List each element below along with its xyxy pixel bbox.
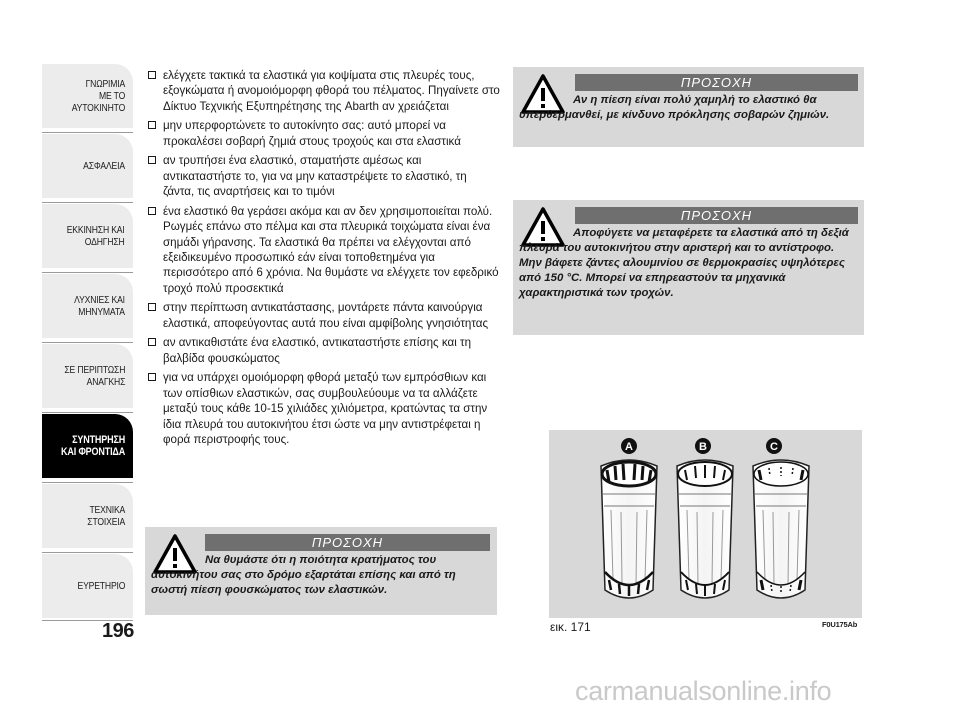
- list-item: [148, 370, 500, 447]
- warning-box-pressure-handling: [145, 527, 497, 615]
- tab-divider: [42, 412, 133, 413]
- tyre-advice-list: [148, 68, 500, 451]
- tyre-wear-figure: [549, 430, 862, 618]
- warning-heading: ΠΡΟΣΟΧΗ: [575, 207, 858, 224]
- list-item-text: για να υπάρχει ομοιόμορφη φθορά μεταξύ των εμπρόσθιων και των οπίσθιων ελαστικών, σας συμβουλεύουμε να τα αλλάζετε μεταξύ τους κάθε 10-15 χιλιάδες χιλιόμετρα, κρατώντας τα στην ίδια πλευρά του αυτοκινήτου έτσι ώστε να μην αντιστρέφεται η φορά περιστροφής τους.: [163, 371, 488, 446]
- list-item-text: αν αντικαθιστάτε ένα ελαστικό, αντικαταστήστε επίσης και τη βαλβίδα φουσκώματος: [163, 336, 472, 365]
- tab-technical-data[interactable]: [42, 484, 133, 548]
- tab-maintenance-and-care[interactable]: [42, 414, 133, 478]
- figure-caption: εικ. 171: [550, 620, 591, 634]
- tab-warning-lights[interactable]: [42, 274, 133, 338]
- checkbox-bullet-icon: [148, 121, 156, 129]
- tab-emergency[interactable]: [42, 344, 133, 408]
- list-item: [148, 204, 500, 297]
- watermark: carmanualsonline.info: [575, 676, 832, 706]
- tyre-wear-illustration: [549, 430, 862, 618]
- tab-safety[interactable]: [42, 134, 133, 198]
- list-item: [148, 68, 500, 114]
- figure-code: F0U175Ab: [822, 620, 858, 629]
- list-item: [148, 300, 500, 331]
- tab-divider: [42, 132, 133, 133]
- warning-box-tyre-swap: [513, 200, 864, 335]
- list-item: [148, 153, 500, 199]
- tab-getting-to-know-car[interactable]: [42, 64, 133, 128]
- label-c-badge: [766, 438, 782, 454]
- tyre-a: [601, 460, 657, 598]
- label-a-badge: [621, 438, 637, 454]
- checkbox-bullet-icon: [148, 303, 156, 311]
- checkbox-bullet-icon: [148, 338, 156, 346]
- warning-text: Να θυμάστε ότι η ποιότητα κρατήματος του αυτοκινήτου σας στο δρόμο εξαρτάται επίσης και από τη σωστή πίεση φουσκώματος των ελαστικών.: [151, 554, 456, 596]
- warning-heading: ΠΡΟΣΟΧΗ: [205, 534, 490, 551]
- tab-label: ΑΣΦΑΛΕΙΑ: [83, 160, 125, 172]
- list-item-text: στην περίπτωση αντικατάστασης, μοντάρετε πάντα καινούργια ελαστικά, αποφεύγοντας αυτά που είναι αμφίβολης γνησιότητας: [163, 301, 489, 330]
- tab-label: ΕΚΚΙΝΗΣΗ ΚΑΙ ΟΔΗΓΗΣΗ: [67, 224, 125, 248]
- tab-label: ΣΥΝΤΗΡΗΣΗ ΚΑΙ ΦΡΟΝΤΙΔΑ: [60, 434, 125, 458]
- list-item-text: αν τρυπήσει ένα ελαστικό, σταματήστε αμέσως και αντικαταστήστε το, για να μην καταστρέψετε το ελαστικό, τη ζάντα, τις αναρτήσεις και το τιμόνι: [163, 154, 467, 199]
- list-item-text: ελέγχετε τακτικά τα ελαστικά για κοψίματα στις πλευρές τους, εξογκώματα ή ανομοιόμορφη φθορά του πέλματος. Πηγαίνετε στο Δίκτυο Τεχνικής Εξυπηρέτησης της Abarth αν χρειάζεται: [163, 69, 500, 113]
- warning-text: Αν η πίεση είναι πολύ χαμηλή το ελαστικό θα υπερθερμανθεί, με κίνδυνο πρόκλησης σοβαρών ζημιών.: [519, 94, 830, 121]
- checkbox-bullet-icon: [148, 156, 156, 164]
- tab-label: ΓΝΩΡΙΜΙΑ ΜΕ ΤΟ ΑΥΤΟΚΙΝΗΤΟ: [71, 78, 125, 114]
- warning-heading: ΠΡΟΣΟΧΗ: [575, 74, 858, 91]
- tab-divider: [42, 272, 133, 273]
- tab-label: ΛΥΧΝΙΕΣ ΚΑΙ ΜΗΝΥΜΑΤΑ: [74, 294, 125, 318]
- tab-label: ΤΕΧΝΙΚΑ ΣΤΟΙΧΕΙΑ: [87, 504, 125, 528]
- tab-index[interactable]: [42, 554, 133, 618]
- tab-divider: [42, 202, 133, 203]
- checkbox-bullet-icon: [148, 373, 156, 381]
- tyre-c: [753, 460, 809, 598]
- label-a: A: [625, 441, 633, 453]
- warning-text: Αποφύγετε να μεταφέρετε τα ελαστικά από τη δεξιά πλευρά του αυτοκινήτου στην αριστερή και το αντίστροφο. Μην βάφετε ζάντες αλουμινίου σε θερμοκρασίες υψηλότερες από 150 °C. Μπορεί να επηρεαστούν τα μηχανικά χαρακτηριστικά των τροχών.: [519, 227, 849, 299]
- label-b-badge: [695, 438, 711, 454]
- tab-label: ΣΕ ΠΕΡΙΠΤΩΣΗ ΑΝΑΓΚΗΣ: [64, 364, 125, 388]
- tab-divider: [42, 552, 133, 553]
- page-number: 196: [102, 620, 134, 642]
- warning-box-low-pressure: [513, 67, 864, 147]
- list-item-text: μην υπερφορτώνετε το αυτοκίνητο σας: αυτό μπορεί να προκαλέσει σοβαρή ζημιά στους τροχούς και στα ελαστικά: [163, 119, 461, 148]
- list-item: [148, 118, 500, 149]
- tab-divider: [42, 482, 133, 483]
- list-item-text: ένα ελαστικό θα γεράσει ακόμα και αν δεν χρησιμοποιείται πολύ. Ρωγμές επάνω στο πέλμα και στα πλευρικά τοιχώματα είναι ένα σημάδι γήρανσης. Τα ελαστικά θα πρέπει να ελέγχονται από εξειδικευμένο προσωπικό εάν είναι τοποθετημένα για περισσότερο από 6 χρόνια. Να θυμάστε να ελέγχετε τον εφεδρικό τροχό πολύ προσεκτικά: [163, 204, 499, 295]
- list-item: [148, 335, 500, 366]
- checkbox-bullet-icon: [148, 207, 156, 215]
- tab-divider: [42, 342, 133, 343]
- tab-starting-and-driving[interactable]: [42, 204, 133, 268]
- tab-label: ΕΥΡΕΤΗΡΙΟ: [77, 580, 125, 592]
- label-c: C: [770, 441, 778, 453]
- tyre-b: [677, 460, 733, 598]
- label-b: B: [699, 441, 707, 453]
- checkbox-bullet-icon: [148, 71, 156, 79]
